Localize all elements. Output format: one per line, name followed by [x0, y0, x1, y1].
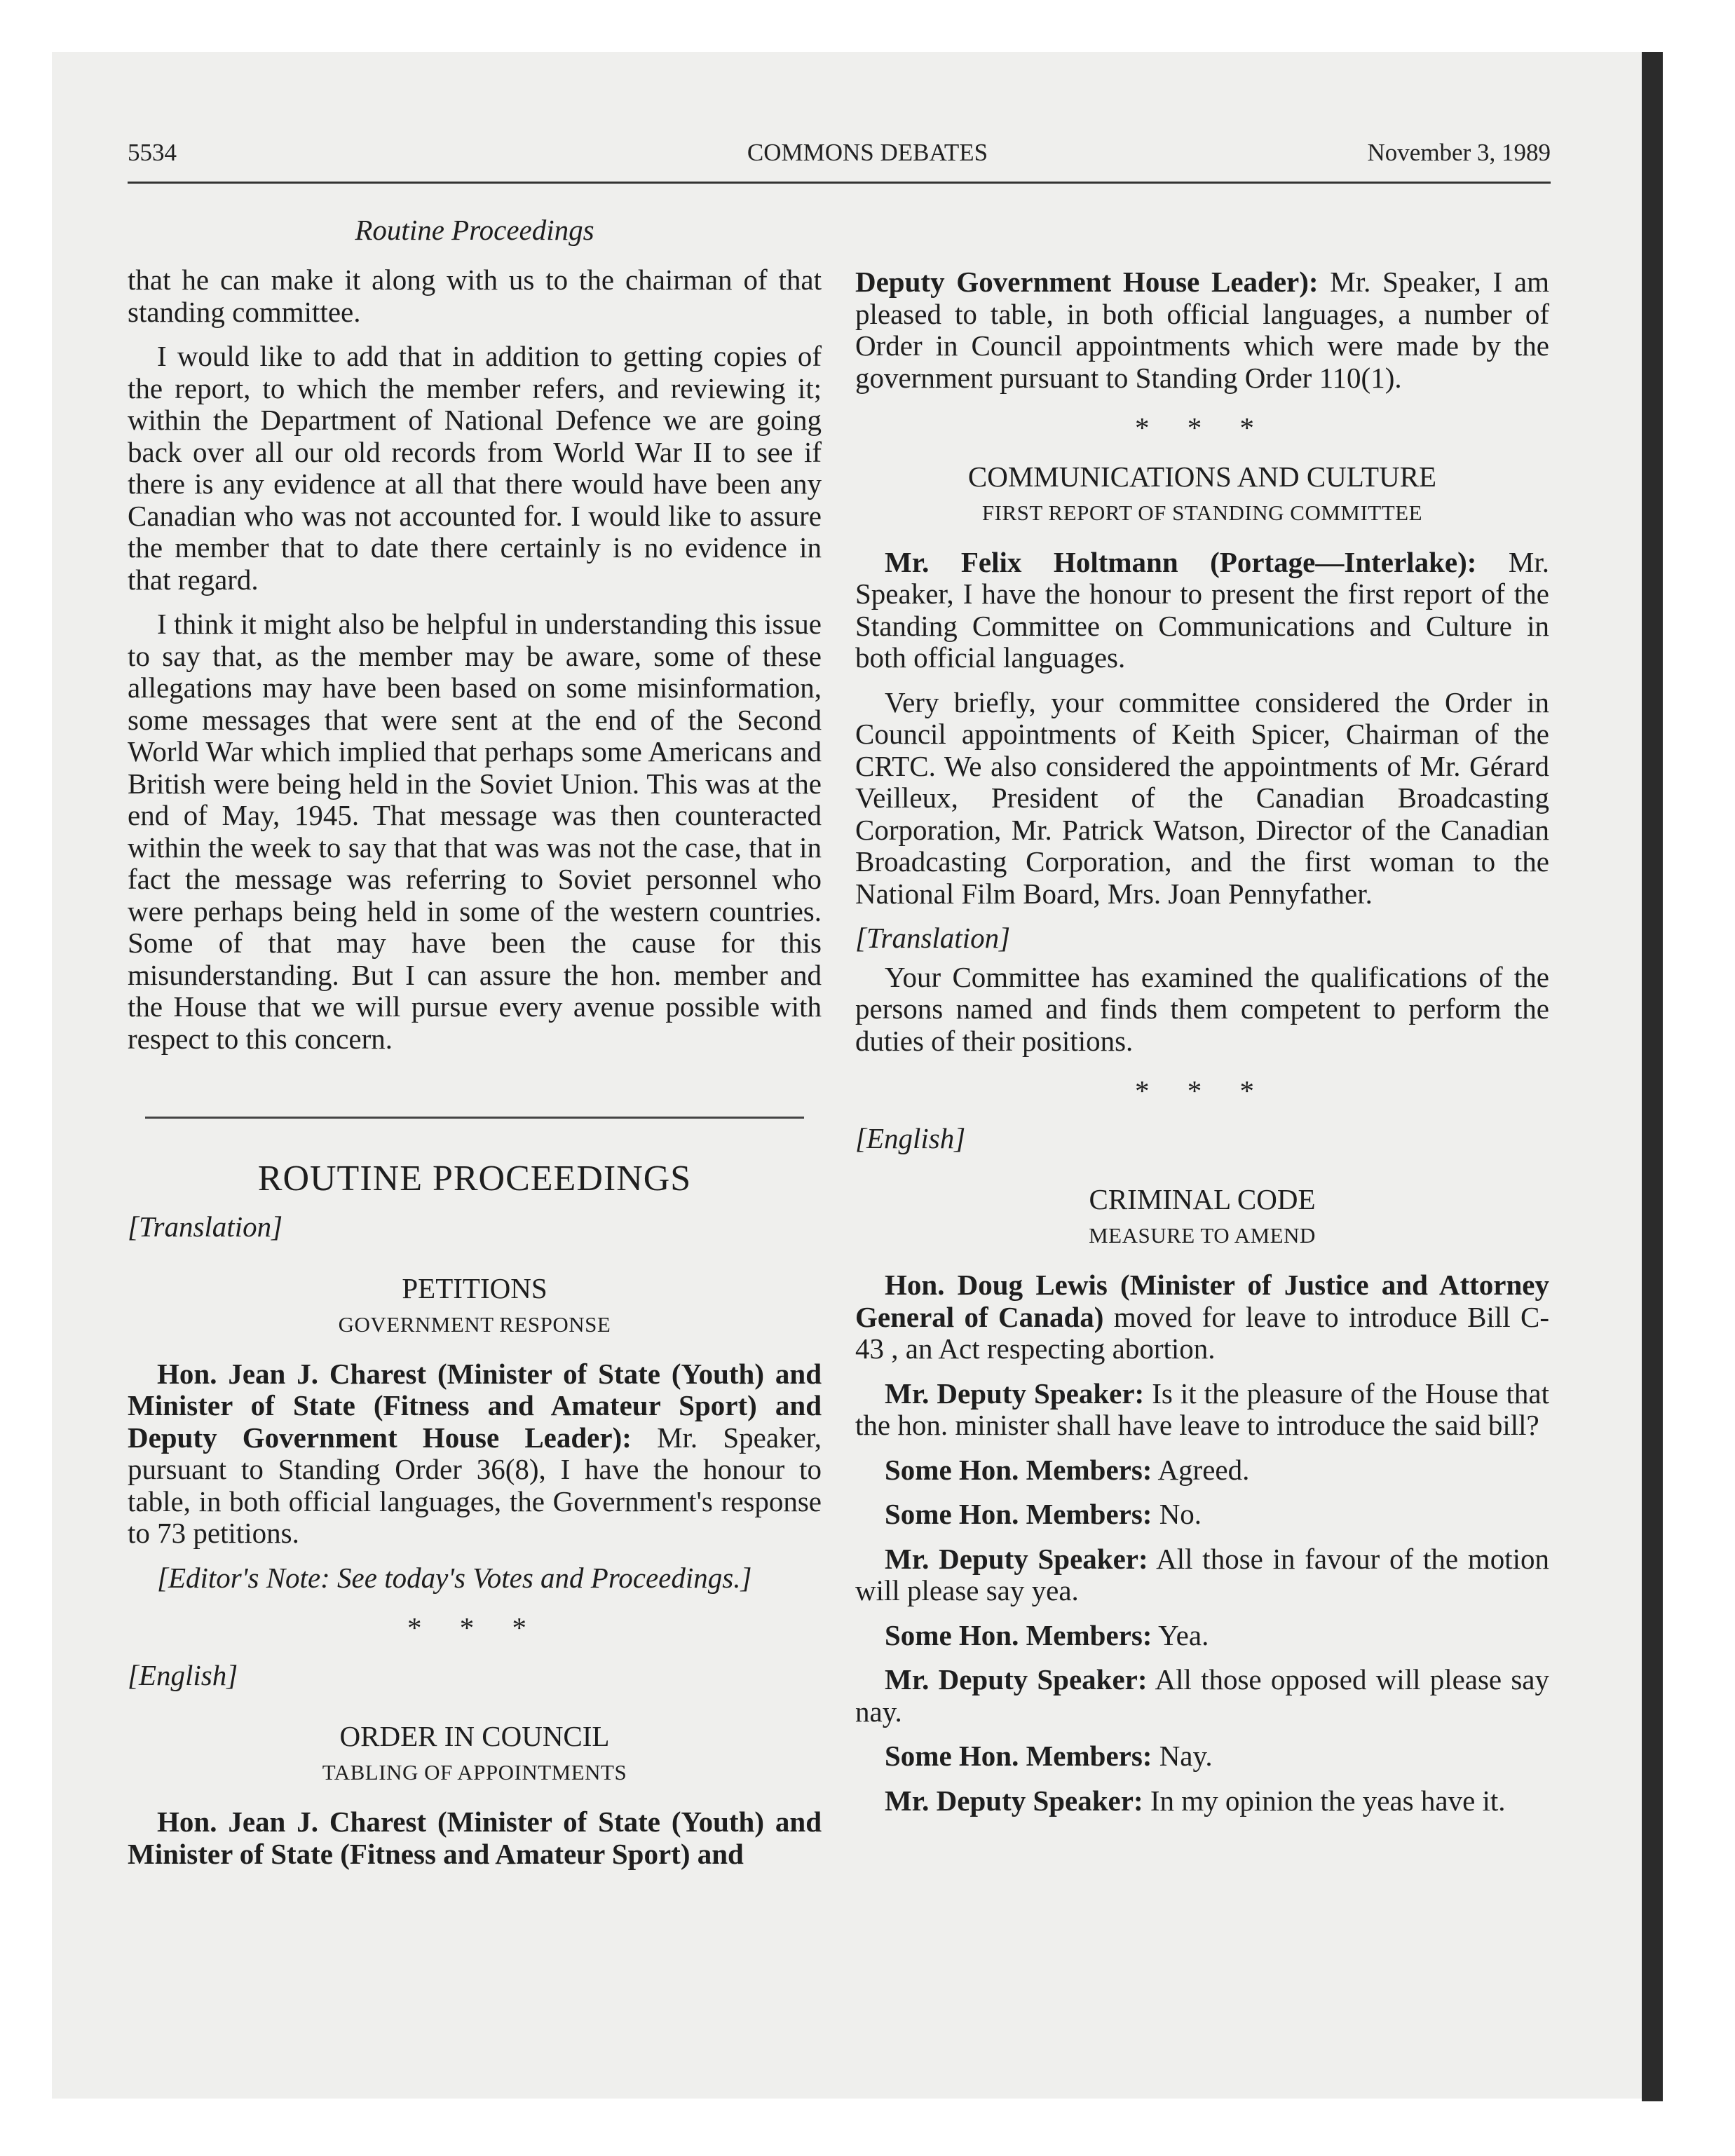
speaker-name: Hon. Jean J. Charest (Minister of State (Youth) and Minister of State (Fitness and Amateur Sport) and	[128, 1806, 822, 1870]
heading-order-in-council: ORDER IN COUNCIL	[339, 1720, 610, 1752]
section-break: * * *	[407, 1611, 542, 1644]
heading-communications: COMMUNICATIONS AND CULTURE	[967, 460, 1437, 493]
language-tag: [English]	[855, 1121, 966, 1154]
speech-paragraph	[855, 1785, 1549, 1817]
page-number: 5534	[128, 139, 177, 166]
section-title: ROUTINE PROCEEDINGS	[257, 1159, 692, 1199]
speaker-name: Mr. Deputy Speaker:	[885, 1663, 1148, 1696]
left-column	[128, 214, 822, 1883]
header-rule	[128, 182, 1551, 184]
speech-text: Mr. Speaker, pursuant to Standing Order 36(8), I have the honour to table, in both official languages, the Government's response to 73 petitions.	[128, 1421, 822, 1549]
paragraph: I think it might also be helpful in understanding this issue to say that, as the member may be aware, some of these allegations may have been based on some misinformation, some messages that were sent at the end of the Second World War which implied that perhaps some Americans and British were being held in the Soviet Union. This was at the end of May, 1945. That message was then counteracted within the week to say that that was was not the case, that in fact the message was referring to Soviet personnel who were perhaps being held in some of the western countries. Some of that may have been the cause for this misunderstanding. But I can assure the hon. member and the House that we will pursue every avenue possible with respect to this concern.	[128, 608, 822, 1055]
paragraph: Your Committee has examined the qualifications of the persons named and finds them competent to perform the duties of their positions.	[855, 960, 1549, 1057]
language-tag: [Translation]	[855, 922, 1011, 954]
speech-paragraph	[128, 1806, 822, 1870]
subheading-government-response: GOVERNMENT RESPONSE	[338, 1311, 611, 1337]
speaker-name: Some Hon. Members:	[885, 1740, 1152, 1772]
subheading-measure: MEASURE TO AMEND	[1089, 1223, 1316, 1248]
page-date: November 3, 1989	[1367, 139, 1551, 166]
speaker-name: Some Hon. Members:	[885, 1453, 1152, 1486]
editors-note: [Editor's Note: See today's Votes and Proceedings.]	[157, 1561, 752, 1594]
speech-paragraph	[128, 1358, 822, 1550]
speech-text: Nay.	[1152, 1740, 1213, 1772]
speech-paragraph	[855, 1740, 1549, 1773]
speech-paragraph	[855, 1499, 1549, 1531]
speech-paragraph	[855, 1543, 1549, 1607]
speaker-name: Mr. Deputy Speaker:	[885, 1542, 1148, 1575]
right-column	[855, 266, 1549, 1829]
heading-criminal-code: CRIMINAL CODE	[1089, 1183, 1316, 1215]
speaker-name: Mr. Deputy Speaker:	[885, 1784, 1143, 1817]
language-tag: [English]	[128, 1658, 238, 1691]
speech-text: Agreed.	[1152, 1453, 1250, 1486]
speech-paragraph	[855, 1454, 1549, 1487]
heading-petitions: PETITIONS	[402, 1271, 547, 1304]
subheading-first-report: FIRST REPORT OF STANDING COMMITTEE	[981, 500, 1423, 525]
speaker-name: Some Hon. Members:	[885, 1618, 1152, 1651]
speech-text: In my opinion the yeas have it.	[1143, 1784, 1506, 1817]
section-break: * * *	[1135, 411, 1270, 444]
publication-title: COMMONS DEBATES	[747, 139, 988, 166]
language-tag: [Translation]	[128, 1210, 283, 1243]
speech-text: Is it the pleasure of the House that the hon. minister shall have leave to introduce the said bill?	[855, 1377, 1549, 1441]
speaker-name: Some Hon. Members:	[885, 1498, 1152, 1530]
subheading-tabling: TABLING OF APPOINTMENTS	[322, 1760, 627, 1785]
speech-text: All those in favour of the motion will please say yea.	[855, 1542, 1549, 1606]
speaker-name: Hon. Jean J. Charest (Minister of State (Youth) and Minister of State (Fitness and Amateur Sport) and Deputy Government House Leader):	[128, 1357, 822, 1454]
section-divider	[145, 1117, 804, 1119]
binding-edge	[1642, 52, 1663, 2101]
paragraph: that he can make it along with us to the chairman of that standing committee.	[128, 264, 822, 328]
speech-text: Mr. Speaker, I am pleased to table, in both official languages, a number of Order in Council appointments which were made by the government pursuant to Standing Order 110(1).	[855, 266, 1549, 394]
speech-text: Yea.	[1152, 1618, 1209, 1651]
speech-text: Mr. Speaker, I have the honour to present the first report of the Standing Committee on Communications and Culture in both official languages.	[855, 545, 1549, 674]
speaker-name: Mr. Deputy Speaker:	[885, 1377, 1145, 1410]
running-head: Routine Proceedings	[355, 214, 594, 246]
section-break: * * *	[1135, 1074, 1270, 1107]
speech-paragraph	[855, 1378, 1549, 1442]
speech-paragraph	[855, 1620, 1549, 1652]
paragraph: I would like to add that in addition to getting copies of the report, to which the member refers, and reviewing it; within the Department of National Defence we are going back over all our old records from World War II to see if there is any evidence at all that there would have been any Canadian who was not accounted for. I would like to assure the member that to date there certainly is no evidence in that regard.	[128, 340, 822, 596]
paragraph: Very briefly, your committee considered the Order in Council appointments of Keith Spicer, Chairman of the CRTC. We also considered the appointments of Mr. Gérard Veilleux, President of the Canadian Broadcasting Corporation, Mr. Patrick Watson, Director of the Canadian Broadcasting Corporation, and the first woman to the National Film Board, Mrs. Joan Pennyfather.	[855, 685, 1549, 910]
speaker-name: Hon. Doug Lewis (Minister of Justice and Attorney General of Canada)	[855, 1269, 1549, 1333]
speech-paragraph	[855, 266, 1549, 394]
speech-text: All those opposed will please say nay.	[855, 1663, 1549, 1728]
speaker-name: Mr. Felix Holtmann (Portage—Interlake):	[885, 545, 1477, 578]
speech-text: moved for leave to introduce Bill C-43 , an Act respecting abortion.	[855, 1300, 1549, 1365]
speech-paragraph	[855, 1664, 1549, 1728]
speech-paragraph	[855, 1269, 1549, 1365]
speech-paragraph	[855, 547, 1549, 674]
speech-text: No.	[1152, 1498, 1202, 1530]
speaker-name: Deputy Government House Leader):	[855, 266, 1319, 298]
